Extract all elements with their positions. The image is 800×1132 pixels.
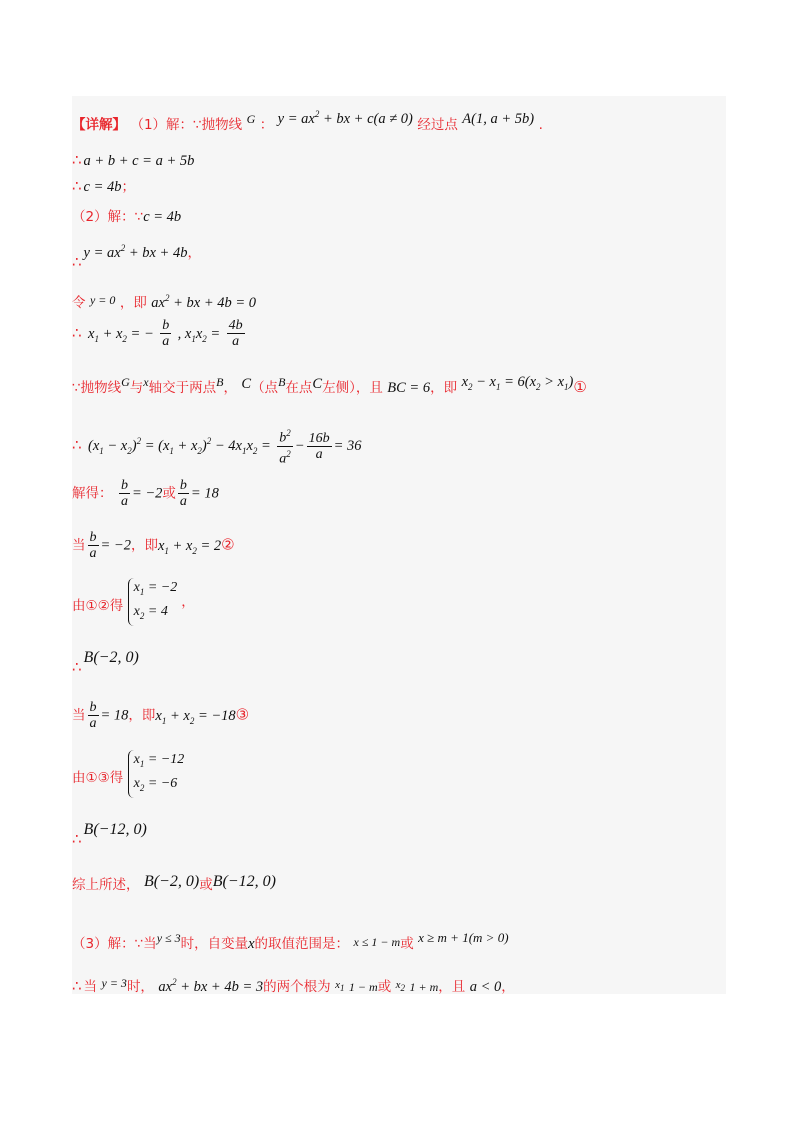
line-2: ∴ a + b + c = a + 5b bbox=[72, 151, 195, 169]
line-10: 解得： $\frac{b}{a}$ = −2或 $\frac{b}{a}$ = 18 bbox=[72, 478, 219, 509]
line-11: 当 $\frac{b}{a}$ = −2，即$x_1 + x_2$ = 2② bbox=[72, 530, 235, 561]
line-17: 综上所述， B(−2, 0)或B(−12, 0) bbox=[72, 873, 276, 893]
line-intro: 【详解】 （1）解：∵抛物线 G ： $y = ax^2$ + bx + c(a ≠ 0) 经过点 A(1, a + 5b) . bbox=[72, 109, 543, 133]
line-6: 令 y = 0 ，即 $ax^2$ + bx + 4b = 0 bbox=[72, 292, 257, 311]
line-5: ∴ $y = ax^2$ + bx + 4b， bbox=[72, 243, 201, 271]
line-9: ∴ $(x_1 - x_2)^2 = (x_1 + x_2)^2 - 4x_1x_2$ = $\frac{b^2}{a^2}$ − $\frac{16b}{a}$ = 36 bbox=[72, 428, 362, 467]
line-12: 由①②得 $x_1 = -2$ $x_2 = 4$ ， bbox=[72, 578, 195, 626]
line-14: 当 $\frac{b}{a}$ = 18，即$x_1 + x_2$ = −18③ bbox=[72, 700, 250, 731]
line-15: 由①③得 $x_1 = -12$ $x_2 = -6$ bbox=[72, 750, 188, 798]
line-19: ∴ 当 y = 3时， $ax^2$ + bx + 4b = 3的两个根为 $^{x_1}$ 1 − m或 $^{x_2}$ 1 + m，且 a < 0， bbox=[72, 975, 515, 995]
system-1: $x_1 = -2$ $x_2 = 4$ bbox=[128, 578, 178, 626]
detail-label: 【详解】 bbox=[72, 116, 126, 133]
line-3: ∴ c = 4b； bbox=[72, 177, 136, 195]
line-8: ∵抛物线G与x轴交于两点B， C（点B在点C左侧），且 BC = 6，即 $x_2 - x_1 = 6(x_2$ > $x_1)①$ bbox=[72, 374, 587, 396]
line-13: ∴B(−2, 0) bbox=[72, 649, 139, 676]
line-4: （2）解：∵c = 4b bbox=[72, 209, 182, 225]
system-2: $x_1 = -12$ $x_2 = -6$ bbox=[128, 750, 185, 798]
line-7: ∴ $x_1 + x_2$ = − $\frac{b}{a}$ , $x_1x_2$ = $\frac{4b}{a}$ bbox=[72, 318, 243, 349]
line-18: （3）解：∵当y ≤ 3时，自变量x的取值范围是： x ≤ 1 − m或 x ≥ m + 1(m > 0) bbox=[72, 930, 509, 952]
line-16: ∴B(−12, 0) bbox=[72, 821, 147, 848]
